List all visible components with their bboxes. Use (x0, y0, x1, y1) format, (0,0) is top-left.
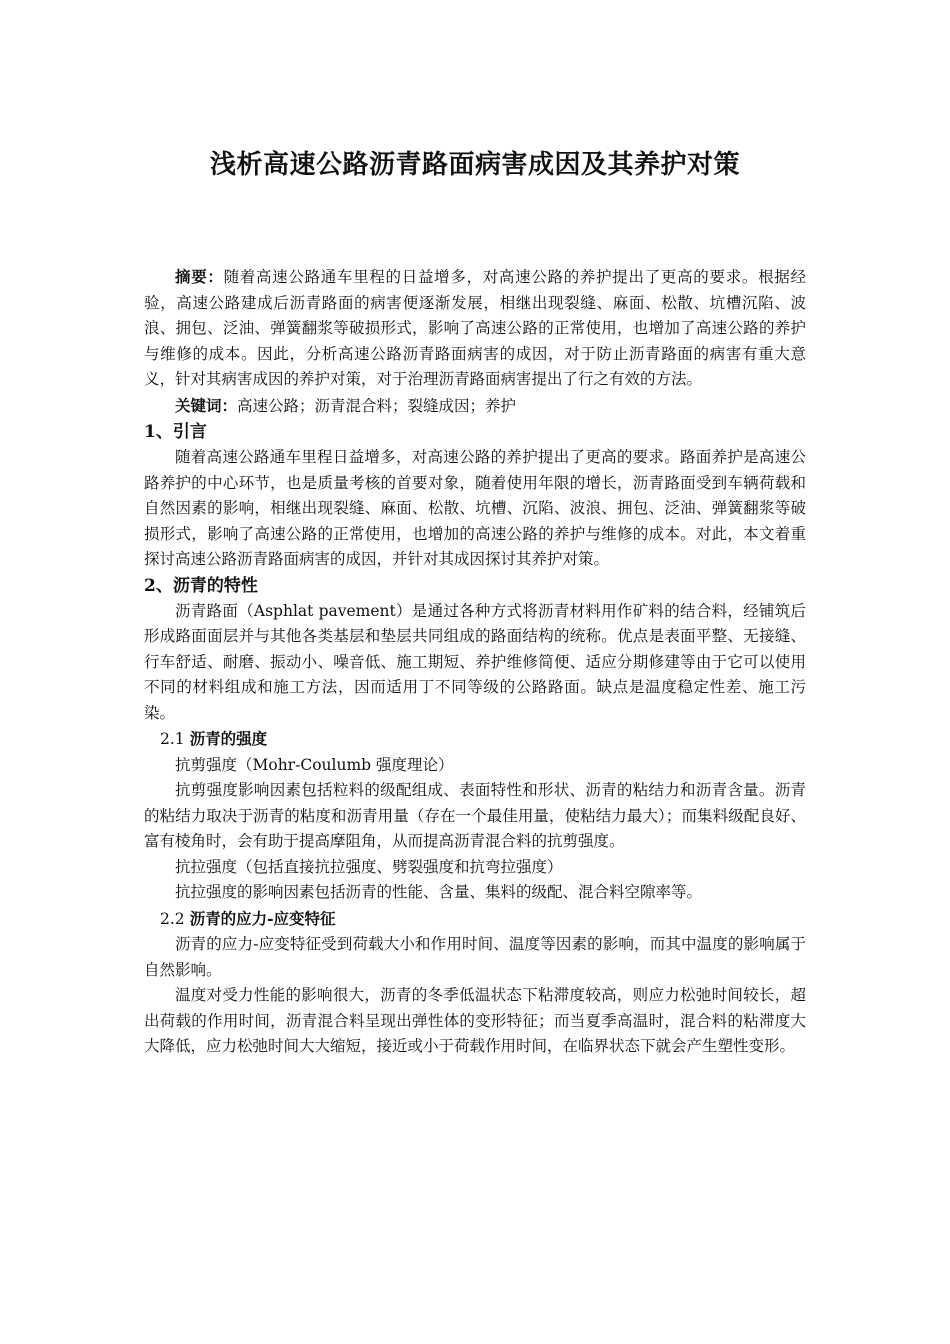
stress-strain-paragraph: 沥青的应力-应变特征受到荷载大小和作用时间、温度等因素的影响，而其中温度的影响属于自然影响。 (144, 935, 806, 979)
document-title: 浅析高速公路沥青路面病害成因及其养护对策 (209, 150, 740, 180)
subsection-number: 2.1 (160, 730, 190, 748)
subsection-heading-strength (144, 726, 806, 753)
shear-strength-line: 抗剪强度（Mohr-Coulumb 强度理论） (175, 755, 454, 774)
section-heading-introduction: 1、引言 (144, 422, 207, 442)
subsection-title: 沥青的应力-应变特征 (189, 908, 336, 928)
abstract-paragraph (144, 264, 806, 393)
keywords-label: 关键词： (175, 395, 238, 415)
keywords-text: 高速公路；沥青混合料；裂缝成因；养护 (237, 396, 517, 415)
tensile-strength-paragraph: 抗拉强度的影响因素包括沥青的性能、含量、集料的级配、混合料空隙率等。 (175, 883, 703, 901)
subsection-title: 沥青的强度 (189, 729, 268, 748)
abstract-text: 随着高速公路通车里程的日益增多，对高速公路的养护提出了更高的要求。根据经验，高速公路建成后沥青路面的病害便逐渐发展，相继出现裂缝、麻面、松散、坑槽沉陷、波浪、拥包、泛油、弹簧翻浆等破损形式，影响了高速公路的正常使用，也增加了高速公路的养护与维修的成本。因此，分析高速公路沥青路面病害的成因，对于防止沥青路面的病害有重大意义，针对其病害成因的养护对策，对于治理沥青路面病害提出了行之有效的方法。 (144, 268, 806, 388)
section-heading-asphalt-properties: 2、沥青的特性 (144, 575, 258, 596)
tensile-strength-line: 抗拉强度（包括直接抗拉强度、劈裂强度和抗弯拉强度） (175, 857, 563, 876)
keywords-paragraph (144, 393, 806, 420)
shear-strength-paragraph: 抗剪强度影响因素包括粒料的级配组成、表面特性和形状、沥青的粘结力和沥青含量。沥青的粘结力取决于沥青的粘度和沥青用量（存在一个最佳用量，使粘结力最大）；而集料级配良好、富有棱角时，会有助于提高摩阻角，从而提高沥青混合料的抗剪强度。 (144, 781, 806, 850)
abstract-label: 摘要： (175, 267, 224, 286)
introduction-paragraph: 随着高速公路通车里程日益增多，对高速公路的养护提出了更高的要求。路面养护是高速公路养护的中心环节，也是质量考核的首要对象，随着使用年限的增长，沥青路面受到车辆荷载和自然因素的影响，相继出现裂缝、麻面、松散、坑槽、沉陷、波浪、拥包、泛油、弹簧翻浆等破损形式，影响了高速公路的正常使用，也增加的高速公路的养护与维修的成本。对此，本文着重探讨高速公路沥青路面病害的成因，并针对其成因探讨其养护对策。 (144, 448, 806, 568)
document-body (144, 264, 806, 1060)
asphalt-intro-paragraph: 沥青路面（Asphlat pavement）是通过各种方式将沥青材料用作矿料的结合料，经铺筑后形成路面面层并与其他各类基层和垫层共同组成的路面结构的统称。优点是表面平整、无接缝、行车舒适、耐磨、振动小、噪音低、施工期短、养护维修简便、适应分期修建等由于它可以使用不同的材料组成和施工方法，因而适用丁不同等级的公路路面。缺点是温度稳定性差、施工污染。 (144, 601, 806, 722)
subsection-heading-stress-strain (144, 906, 806, 933)
temperature-effect-paragraph: 温度对受力性能的影响很大，沥青的冬季低温状态下粘滞度较高，则应力松弛时间较长，超出荷载的作用时间，沥青混合料呈现出弹性体的变形特征；而当夏季高温时，混合料的粘滞度大大降低，应力松弛时间大大缩短，接近或小于荷载作用时间，在临界状态下就会产生塑性变形。 (144, 986, 806, 1055)
subsection-number: 2.2 (160, 909, 190, 928)
